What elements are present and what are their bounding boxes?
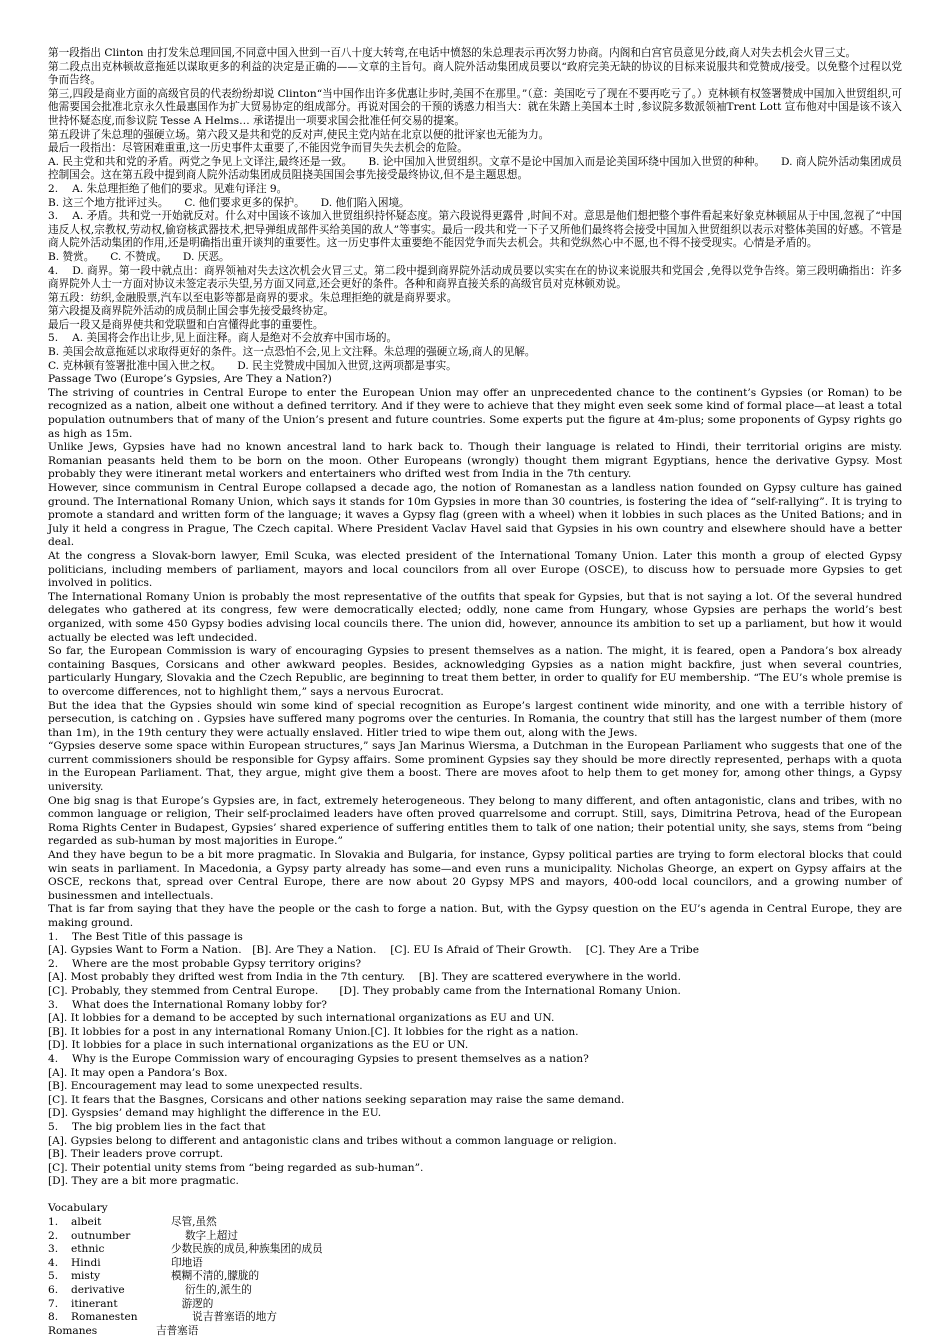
- passage-paragraph: But the idea that the Gypsies should win some kind of special recognition as Europe’s largest continent wide minority, and one with a terrible history of persecution, is catching on . Gypsies have suffered many pogroms over the centuries. In Romania, the country that still has the largest number of them (more than 1m), in the 19th century they were actually enslaved. Hitler tried to wipe them out, along with the Jews.: [48, 699, 902, 739]
- vocab-term: ethnic: [71, 1243, 105, 1256]
- vocab-term: derivative: [71, 1284, 125, 1297]
- passage-paragraph: One big snag is that Europe’s Gypsies are, in fact, extremely heterogeneous. They belong to many different, and often antagonistic, clans and tribes, with no common language or religion, Their self-proclaimed leaders have often proved quarrelsome and corrupt. Still, says, Dimitrina Petrova, head of the European Roma Rights Center in Budapest, Gypsies’ shared experience of suffering entitles them to talk of one nation; their potential unity, she says, stems from “being regarded as sub-human by most majorities in Europe.”: [48, 794, 902, 848]
- question-option: [48, 985, 902, 999]
- vocabulary-list: [48, 1216, 902, 1325]
- vocab-term: Romanes: [48, 1324, 98, 1337]
- question-text: [A]. It lobbies for a demand to be accepted by such international organizations as EU and UN.: [48, 1012, 555, 1025]
- vocab-meaning: 少数民族的成员,种族集团的成员: [171, 1243, 323, 1256]
- analysis-paragraph: B. 赞赏。 C. 不赞成。 D. 厌恶。: [48, 250, 230, 263]
- question-text: The Best Title of this passage is: [72, 930, 243, 943]
- question-option: [48, 1175, 902, 1189]
- question-text: What does the International Romany lobby for?: [72, 998, 327, 1011]
- question-option: [48, 944, 902, 958]
- analysis-paragraph: A. 民主党和共和党的矛盾。两党之争见上文译注,最终还是一致。 B. 论中国加入世贸组织。文章不是论中国加入而是论美国环绕中国加入世贸的种种。 D. 商人院外活动集团成员控制国会。这在第五段中提到商人院外活动集团成员阻挠美国国会事先接受最终协议,但不是主题思想。: [48, 155, 902, 182]
- question-text: [C]. It fears that the Basgnes, Corsicans and other nations seeking separation may raise the same demand.: [48, 1093, 625, 1106]
- vocab-term: Romanesten: [71, 1311, 138, 1324]
- vocab-meaning: 尽管,虽然: [171, 1216, 217, 1229]
- vocab-meaning: 模糊不清的,朦胧的: [171, 1270, 260, 1283]
- analysis-paragraph: B. 美国会故意拖延以求取得更好的条件。这一点恐怕不会,见上文注释。朱总理的强硬立场,商人的见解。: [48, 346, 536, 359]
- question-number: 3.: [48, 998, 59, 1011]
- vocab-number: 2.: [48, 1229, 59, 1242]
- question-stem: [48, 1053, 902, 1067]
- analysis-paragraph: 第五段讲了朱总理的强硬立场。第六段又是共和党的反对声,使民主党内站在北京以便的批评家也无能为力。: [48, 128, 550, 141]
- question-option: [48, 1067, 902, 1081]
- vocab-meaning: 印地语: [171, 1256, 203, 1269]
- chinese-analysis: [48, 47, 902, 373]
- question-option: [48, 1135, 902, 1149]
- question-text: [A]. It may open a Pandora’s Box.: [48, 1066, 228, 1079]
- passage-paragraph: So far, the European Commission is wary of encouraging Gypsies to present themselves as a nation. The might, it is feared, open a Pandora’s box already containing Basques, Corsicans and other awkward peoples. Besides, acknowledging Gypsies as a nation might backfire, just when several countries, particularly Hungary, Slovakia and the Czech Republic, are beginning to treat them better, in order to qualify for EU membership. “The EU’s whole premise is to overcome differences, not to highlight them,” says a nervous Eurocrat.: [48, 645, 902, 698]
- vocab-number: 7.: [48, 1297, 59, 1310]
- question-option: [48, 1162, 902, 1176]
- question-text: The big problem lies in the fact that: [72, 1120, 266, 1133]
- question-text: [B]. Encouragement may lead to some unexpected results.: [48, 1080, 363, 1093]
- question-option: [48, 971, 902, 985]
- spacer: [48, 1189, 902, 1203]
- vocab-row: [48, 1284, 902, 1298]
- question-number: 2.: [48, 957, 59, 970]
- question-stem: [48, 931, 902, 945]
- vocab-number: 3.: [48, 1243, 59, 1256]
- question-option: [48, 1080, 902, 1094]
- passage-paragraph: “Gypsies deserve some space within European structures,” says Jan Marinus Wiersma, a Dutchman in the European Parliament who suggests that one of the current commissioners should be responsible for Gypsy affairs. Some prominent Gypsies say they should be more directly represented, perhaps with a quota in the European Parliament. That, they argue, might give them a boost. There are moves afoot to help them to get money for, among other things, a Gypsy university.: [48, 740, 902, 794]
- analysis-paragraph: C. 克林顿有签署批准中国入世之权。 D. 民主党赞成中国加入世贸,这两项都是事实。: [48, 359, 457, 372]
- vocab-last-row: [48, 1325, 902, 1339]
- vocab-number: 1.: [48, 1216, 59, 1229]
- question-text: [A]. Gypsies Want to Form a Nation. [B]. Are They a Nation. [C]. EU Is Afraid of Their Growth. [C]. They Are a Tribe: [48, 944, 699, 957]
- vocab-row: [48, 1230, 902, 1244]
- question-number: 5.: [48, 1120, 59, 1133]
- vocab-meaning: 衍生的,派生的: [171, 1284, 252, 1297]
- question-stem: [48, 958, 902, 972]
- passage-paragraph: That is far from saying that they have the people or the cash to forge a nation. But, with the Gypsy question on the EU’s agenda in Central Europe, they are making ground.: [48, 903, 902, 929]
- passage-paragraph: At the congress a Slovak-born lawyer, Emil Scuka, was elected president of the International Tomany Union. Later this month a group of elected Gypsy politicians, including members of parliament, mayors and local councilors from all over Europe (OSCE), to discuss how to persuade more Gypsies to get involved in politics.: [48, 549, 902, 590]
- analysis-paragraph: 第二段点出克林顿故意拖延以谋取更多的利益的决定是正确的——文章的主旨句。商人院外活动集团成员要以“政府完美无缺的协议的目标来说服共和党赞成/接受。以免整个过程以党争而告终。: [48, 60, 902, 87]
- vocab-row: [48, 1270, 902, 1284]
- question-option: [48, 1012, 902, 1026]
- question-stem: [48, 1121, 902, 1135]
- question-option: [48, 1026, 902, 1040]
- question-text: [C]. Their potential unity stems from “being regarded as sub-human”.: [48, 1161, 424, 1174]
- analysis-paragraph: 第六段提及商界院外活动的成员制止国会事先接受最终协定。: [48, 305, 335, 318]
- vocab-row: [48, 1298, 902, 1312]
- analysis-paragraph: B. 这三个地方批评过头。 C. 他们要求更多的保护。 D. 他们陷入困境。: [48, 196, 410, 209]
- question-text: [C]. Probably, they stemmed from Central Europe. [D]. They probably came from the International Romany Union.: [48, 984, 681, 997]
- vocabulary-title: Vocabulary: [48, 1202, 108, 1215]
- question-stem: [48, 999, 902, 1013]
- question-option: [48, 1148, 902, 1162]
- passage-paragraph: The International Romany Union is probably the most representative of the outfits that speak for Gypsies, but that is not saying a lot. Of the several hundred delegates who gathered at its congress, few were democratically elected; oddly, none came from Hungary, whose Gypsies are perhaps the world’s best organized, with some 450 Gypsy bodies advising local councils there. The union did, however, announce its ambition to set up a parliament, but how it would actually be elected was left undecided.: [48, 590, 902, 644]
- analysis-paragraph: 第五段：纺织,金融股票,汽车以至电影等都是商界的要求。朱总理拒绝的就是商界要求。: [48, 291, 458, 304]
- vocab-number: 8.: [48, 1311, 59, 1324]
- vocab-term: albeit: [71, 1216, 102, 1229]
- vocab-meaning: 说吉普塞语的地方: [171, 1311, 277, 1324]
- vocab-term: misty: [71, 1270, 101, 1283]
- analysis-paragraph: 5. A. 美国将会作出让步,见上面注释。商人是绝对不会放弃中国市场的。: [48, 332, 398, 345]
- question-option: [48, 1107, 902, 1121]
- question-number: 4.: [48, 1052, 59, 1065]
- question-text: [B]. It lobbies for a post in any international Romany Union.[C]. It lobbies for the right as a nation.: [48, 1025, 579, 1038]
- question-text: [A]. Most probably they drifted west from India in the 7th century. [B]. They are scattered everywhere in the world.: [48, 971, 681, 984]
- vocab-number: 6.: [48, 1284, 59, 1297]
- vocab-row: [48, 1243, 902, 1257]
- vocab-number: 5.: [48, 1270, 59, 1283]
- question-text: Why is the Europe Commission wary of encouraging Gypsies to present themselves as a nation?: [72, 1052, 589, 1065]
- vocab-row: [48, 1311, 902, 1325]
- question-text: [D]. They are a bit more pragmatic.: [48, 1175, 239, 1188]
- vocab-term: outnumber: [71, 1229, 131, 1242]
- question-option: [48, 1094, 902, 1108]
- passage-title: Passage Two (Europe’s Gypsies, Are They a Nation?): [48, 373, 332, 386]
- vocab-row: [48, 1257, 902, 1271]
- document-body: [48, 47, 902, 1338]
- question-text: [A]. Gypsies belong to different and antagonistic clans and tribes without a common language or religion.: [48, 1134, 617, 1147]
- question-option: [48, 1039, 902, 1053]
- vocab-meaning: 吉普塞语: [156, 1324, 199, 1337]
- vocab-term: itinerant: [71, 1297, 118, 1310]
- passage-text: [48, 387, 902, 931]
- question-list: [48, 931, 902, 1189]
- vocab-term: Hindi: [71, 1256, 101, 1269]
- passage-paragraph: The striving of countries in Central Europe to enter the European Union may offer an unprecedented chance to the continent’s Gypsies (or Roman) to be recognized as a nation, albeit one without a defined territory. And if they were to achieve that they might even seek some kind of formal place—at least a total population outnumbers that of many of the Union’s present and future countries. Some experts put the figure at 4m-plus; some proponents of Gypsy rights go as high as 15m.: [48, 386, 902, 440]
- question-text: [B]. Their leaders prove corrupt.: [48, 1148, 224, 1161]
- analysis-paragraph: 2. A. 朱总理拒绝了他们的要求。见难句译注 9。: [48, 182, 288, 195]
- vocab-meaning: 数字上超过: [171, 1229, 238, 1242]
- passage-paragraph: And they have begun to be a bit more pragmatic. In Slovakia and Bulgaria, for instance, Gypsy political parties are trying to form electoral blocks that could win seats in parliament. In Macedonia, a Gypsy party already has some—and even runs a municipality. Nicholas Gheorge, an expert on Gypsy affairs at the OSCE, reckons that, spread over Central Europe, there are now about 20 Gypsy MPS and mayors, 400-odd local councilors, and a growing number of businessmen and intellectuals.: [48, 849, 902, 902]
- vocab-row: [48, 1216, 902, 1230]
- question-text: [D]. Gyspsies’ demand may highlight the difference in the EU.: [48, 1107, 382, 1120]
- question-text: [D]. It lobbies for a place in such international organizations as the EU or UN.: [48, 1039, 469, 1052]
- analysis-paragraph: 第三,四段是商业方面的高级官员的代表纷纷却说 Clinton“当中国作出许多优惠让步时,美国不在那里。”（意：美国吃亏了现在不要再吃亏了。）克林顿有权签署赞成中国加入世贸组织,可他需要国会批准北京永久性最惠国作为扩大贸易协定的组成部分。再说对国会的干预的诱惑力相当大：就在朱踏上美国本土时 ,参议院多数派领袖Trent Lott 宣布他对中国是该不该入世持怀疑态度,而参议院 Tesse A Helms… 承诺提出一项要求国会批准任何交易的提案。: [48, 87, 902, 127]
- analysis-paragraph: 最后一段指出：尽管困难重重,这一历史事件太重要了,不能因党争而冒失失去机会的危险。: [48, 142, 468, 155]
- analysis-paragraph: 4. D. 商界。第一段中就点出：商界领袖对失去这次机会火冒三丈。第二段中提到商界院外活动成员要以实实在在的协议来说服共和党国会 ,免得以党争告终。第三段明确指出：许多商界院外人士一方面对协议未签定表示失望,另方面又同意,还会更好的条件。各种和商界直接关系的高级官员对克林顿劝说。: [48, 264, 902, 291]
- vocab-number: 4.: [48, 1256, 59, 1269]
- analysis-paragraph: 3. A. 矛盾。共和党一开始就反对。什么对中国该不该加入世贸组织持怀疑态度。第六段说得更露骨 ,时间不对。意思是他们想把整个事件看起来好象克林顿屈从于中国,忽视了“中国违反人权,宗教权,劳动权,偷窃核武器技术,把导弹组成部件买给美国的敌人”等事实。最后一段共和党一下子又所他们最终将会接受中国加入世贸组织以表示对整体美国的好感。不管是商人院外活动集团的作用,还是明确指出重开谈判的重要性。这一历史事件太重要绝不能因党争而失去机会。共和党纵然心中不愿,也不得不接受现实。心情是矛盾的。: [48, 210, 902, 250]
- passage-paragraph: However, since communism in Central Europe collapsed a decade ago, the notion of Romanestan as a landless nation founded on Gypsy culture has gained ground. The International Romany Union, which says it stands for 10m Gypsies in more than 30 countries, is fostering the idea of “self-rallying”. It is trying to promote a standard and written form of the language; it waves a Gypsy flag (green with a wheel) when it lobbies in such places as the United Bations; and in July it held a congress in Prague, The Czech capital. Where President Vaclav Havel said that Gypsies in his own country and elsewhere should have a better deal.: [48, 482, 902, 549]
- analysis-paragraph: 最后一段又是商界使共和党联盟和白宫懂得此事的重要性。: [48, 318, 324, 331]
- passage-paragraph: Unlike Jews, Gypsies have had no known ancestral land to hark back to. Though their language is related to Hindi, their territorial origins are misty. Romanian peasants held them to be born on the moon. Other Europeans (wrongly) thought them migrant Egyptians, hence the derivative Gypsy. Most probably they were itinerant metal workers and entertainers who drifted west from India in the 7th century.: [48, 441, 902, 481]
- vocab-meaning: 游逻的: [171, 1297, 214, 1310]
- analysis-paragraph: 第一段指出 Clinton 由打发朱总理回国,不同意中国入世到一百八十度大转弯,在电话中愤怒的朱总理表示再次努力协商。内阁和白宫官员意见分歧,商人对失去机会火冒三丈。: [48, 47, 857, 59]
- question-text: Where are the most probable Gypsy territory origins?: [72, 957, 362, 970]
- question-number: 1.: [48, 930, 59, 943]
